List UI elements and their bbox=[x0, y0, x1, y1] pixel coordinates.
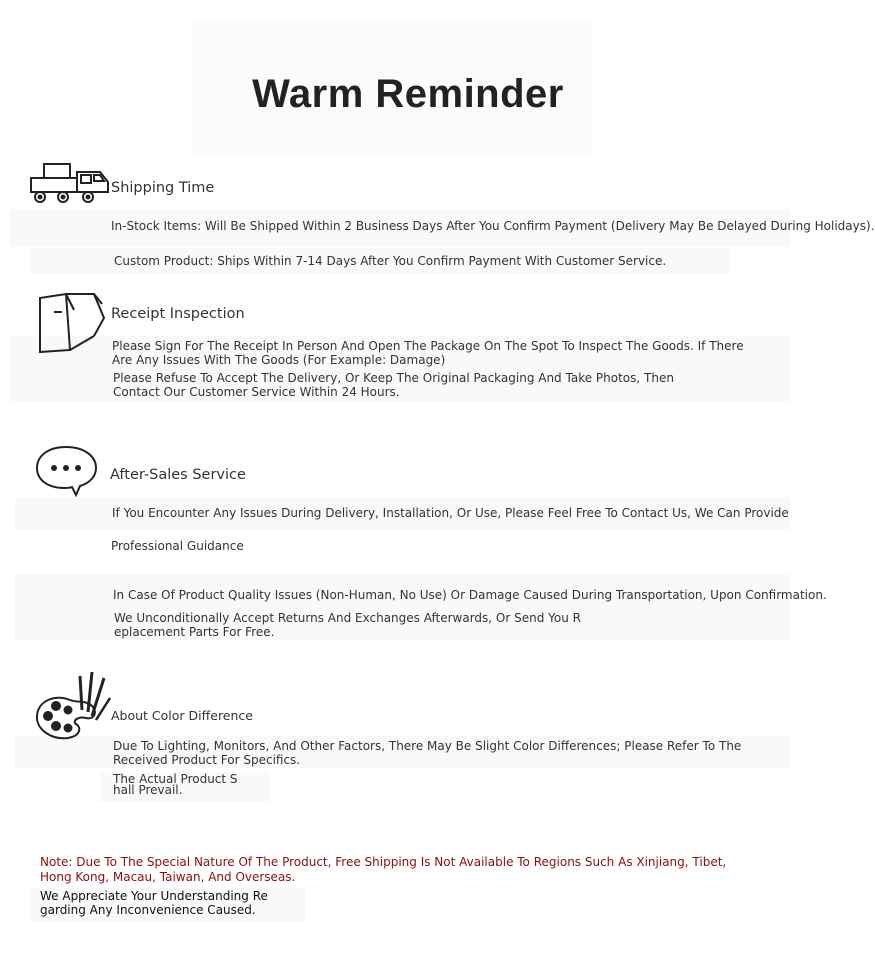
color-difference-heading: About Color Difference bbox=[111, 708, 253, 723]
truck-icon bbox=[28, 160, 120, 208]
color-text-2: The Actual Product Shall Prevail. bbox=[113, 772, 238, 797]
color-text-1: Due To Lighting, Monitors, And Other Factors, There May Be Slight Color Differences; Please Refer To The Received Product For Specifics. bbox=[113, 739, 742, 767]
after-sales-text-3: We Unconditionally Accept Returns And Exchanges Afterwards, Or Send You Replacement Parts For Free. bbox=[114, 611, 581, 639]
palette-icon bbox=[34, 670, 112, 742]
after-sales-text-1a: If You Encounter Any Issues During Delivery, Installation, Or Use, Please Feel Free To Contact Us, We Can Provide bbox=[112, 506, 789, 520]
speech-bubble-icon bbox=[34, 444, 100, 498]
open-box-icon bbox=[36, 290, 108, 356]
receipt-inspection-heading: Receipt Inspection bbox=[111, 306, 245, 322]
custom-product-text: Custom Product: Ships Within 7-14 Days After You Confirm Payment With Customer Service. bbox=[114, 254, 667, 268]
after-sales-text-1b: Professional Guidance bbox=[111, 539, 244, 553]
after-sales-text-2: In Case Of Product Quality Issues (Non-Human, No Use) Or Damage Caused During Transportation, Upon Confirmation. bbox=[113, 588, 827, 602]
inspection-text-2: Please Refuse To Accept The Delivery, Or Keep The Original Packaging And Take Photos, Then Contact Our Customer Service Within 24 Hours. bbox=[113, 371, 674, 399]
after-sales-heading: After-Sales Service bbox=[110, 467, 246, 483]
shipping-note-black: We Appreciate Your Understanding Regarding Any Inconvenience Caused. bbox=[40, 889, 268, 917]
inspection-text-1: Please Sign For The Receipt In Person And Open The Package On The Spot To Inspect The Goods. If There Are Any Issues With The Goods (For Example: Damage) bbox=[112, 339, 744, 367]
shipping-note-red: Note: Due To The Special Nature Of The Product, Free Shipping Is Not Available To Regions Such As Xinjiang, Tibet, Hong Kong, Macau, Taiwan, And Overseas. bbox=[40, 855, 727, 884]
page-title: Warm Reminder bbox=[252, 72, 564, 116]
shipping-time-heading: Shipping Time bbox=[111, 180, 215, 196]
in-stock-text: In-Stock Items: Will Be Shipped Within 2 Business Days After You Confirm Payment (Delivery May Be Delayed During Holidays). bbox=[111, 219, 875, 233]
